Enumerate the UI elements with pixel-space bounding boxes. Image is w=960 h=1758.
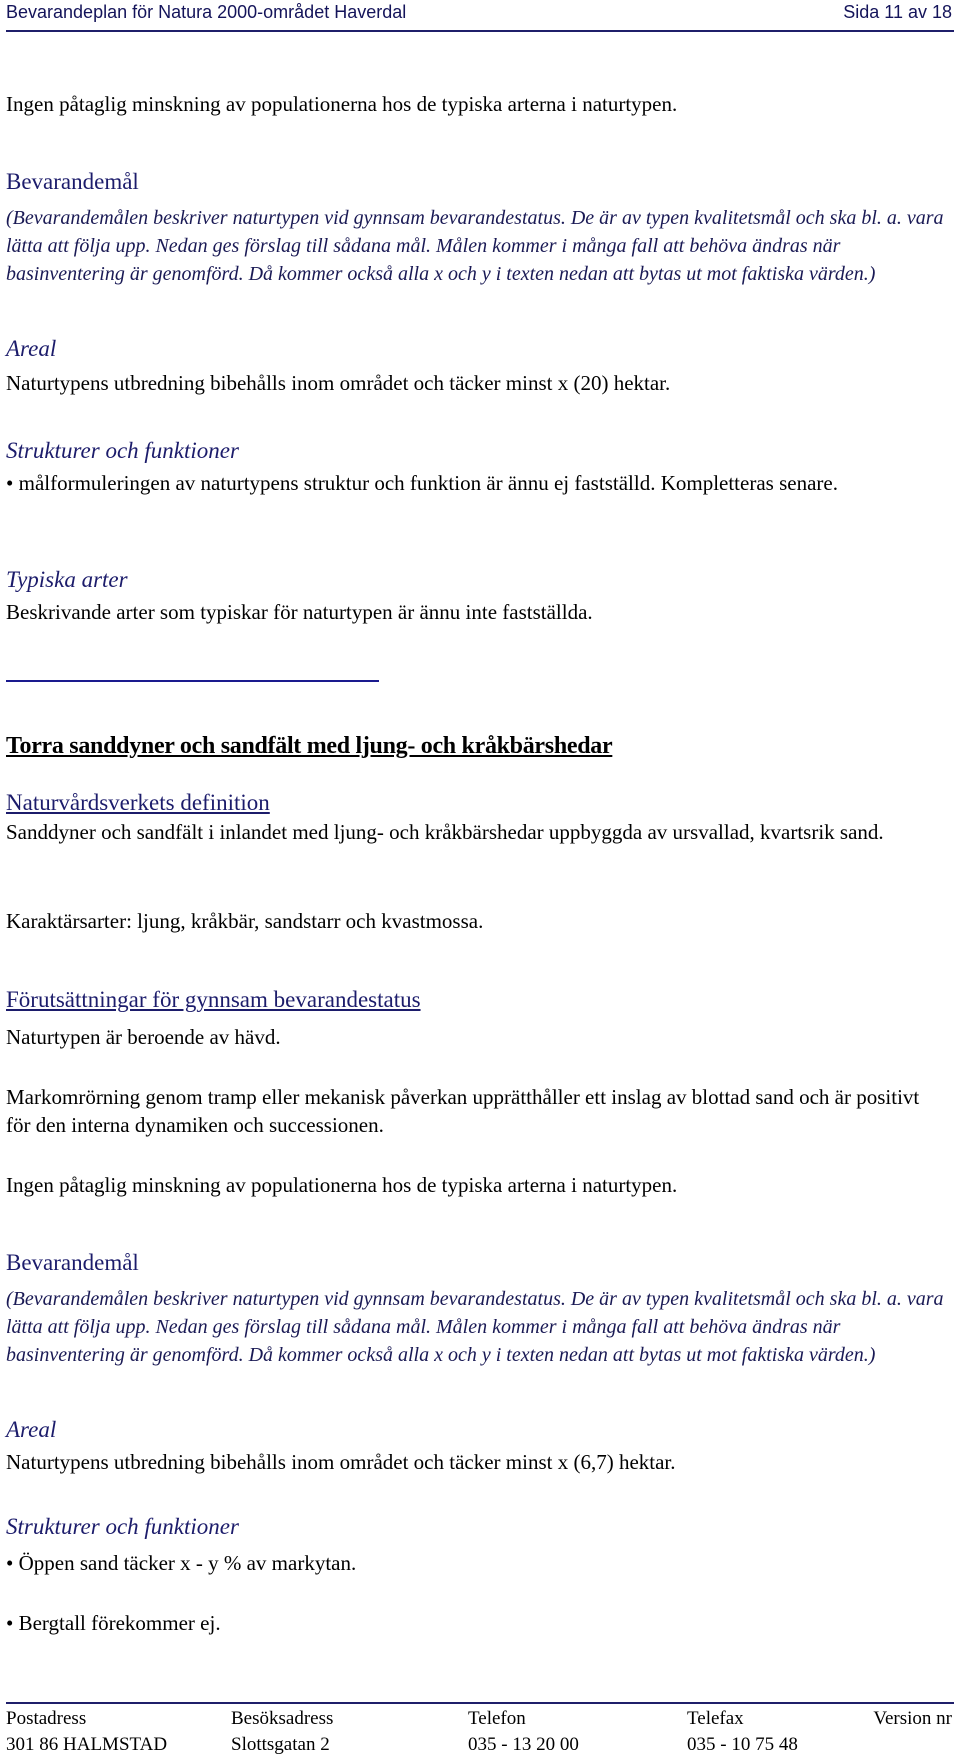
footer-postadress: 301 86 HALMSTAD <box>6 1734 168 1755</box>
section2-conditions-text2: Markomrörning genom tramp eller mekanisk påverkan upprätthåller ett inslag av blottad sand och är positivt för den interna dynamiken och successionen. <box>6 1085 920 1137</box>
section1-species-text: Beskrivande arter som typiskar för naturtypen är ännu inte fastställda. <box>6 600 593 624</box>
section2-area-heading: Areal <box>6 1417 57 1442</box>
section1-species-heading: Typiska arter <box>6 567 128 592</box>
page-header <box>6 0 954 32</box>
page-footer <box>6 1702 954 1754</box>
section2-character-species: Karaktärsarter: ljung, kråkbär, sandstarr och kvastmossa. <box>6 909 484 933</box>
footer-besok: Slottsgatan 2 <box>231 1734 330 1755</box>
section2-goal-note: (Bevarandemålen beskriver naturtypen vid gynnsam bevarandestatus. De är av typen kvalitetsmål och ska bl. a. vara lätta att följa upp. Nedan ges förslag till sådana mål. Målen kommer i många fall att behöva ändras när basinventering är genomförd. Då kommer också alla x och y i texten nedan att bytas ut mot faktiska värden.) <box>6 1288 944 1366</box>
page-number: Sida 11 av 18 <box>843 2 952 22</box>
section1-intro: Ingen påtaglig minskning av populationerna hos de typiska arterna i naturtypen. <box>6 92 678 116</box>
footer-postadress-label: Postadress <box>6 1708 87 1729</box>
footer-telefon-label: Telefon <box>468 1708 526 1729</box>
section2-conditions-text3: Ingen påtaglig minskning av populationerna hos de typiska arterna i naturtypen. <box>6 1173 678 1197</box>
section2-definition-text: Sanddyner och sandfält i inlandet med ljung- och kråkbärshedar uppbyggda av ursvallad, kvartsrik sand. <box>6 820 884 844</box>
footer-besok-label: Besöksadress <box>231 1708 334 1729</box>
section2-struct-bullet: • Öppen sand täcker x - y % av markytan. <box>6 1549 946 1577</box>
section2-area-text: Naturtypens utbredning bibehålls inom området och täcker minst x (6,7) hektar. <box>6 1450 676 1474</box>
section2-struct-heading: Strukturer och funktioner <box>6 1514 239 1539</box>
section1-goal-heading: Bevarandemål <box>6 169 139 194</box>
section2-definition-heading: Naturvårdsverkets definition <box>6 790 270 815</box>
section1-area-text: Naturtypens utbredning bibehålls inom området och täcker minst x (20) hektar. <box>6 371 671 395</box>
section1-struct-bullet: • målformuleringen av naturtypens struktur och funktion är ännu ej fastställd. Kompletteras senare. <box>6 469 946 497</box>
section2-goal-heading: Bevarandemål <box>6 1250 139 1275</box>
document-title: Bevarandeplan för Natura 2000-området Haverdal <box>6 2 407 22</box>
section2-conditions-text1: Naturtypen är beroende av hävd. <box>6 1025 281 1049</box>
section2-struct-bullet: • Bergtall förekommer ej. <box>6 1609 946 1637</box>
footer-telefon: 035 - 13 20 00 <box>468 1734 579 1755</box>
section1-goal-note: (Bevarandemålen beskriver naturtypen vid gynnsam bevarandestatus. De är av typen kvalitetsmål och ska bl. a. vara lätta att följa upp. Nedan ges förslag till sådana mål. Målen kommer i många fall att behöva ändras när basinventering är genomförd. Då kommer också alla x och y i texten nedan att bytas ut mot faktiska värden.) <box>6 207 944 285</box>
footer-telefax-label: Telefax <box>687 1708 744 1729</box>
section2-title: Torra sanddyner och sandfält med ljung- och kråkbärshedar <box>6 733 613 759</box>
section1-area-heading: Areal <box>6 336 57 361</box>
section1-struct-heading: Strukturer och funktioner <box>6 438 239 463</box>
section2-conditions-heading: Förutsättningar för gynnsam bevarandestatus <box>6 987 421 1012</box>
footer-telefax: 035 - 10 75 48 <box>687 1734 798 1755</box>
section-divider <box>6 680 379 682</box>
footer-version-label: Version nr <box>873 1708 952 1729</box>
